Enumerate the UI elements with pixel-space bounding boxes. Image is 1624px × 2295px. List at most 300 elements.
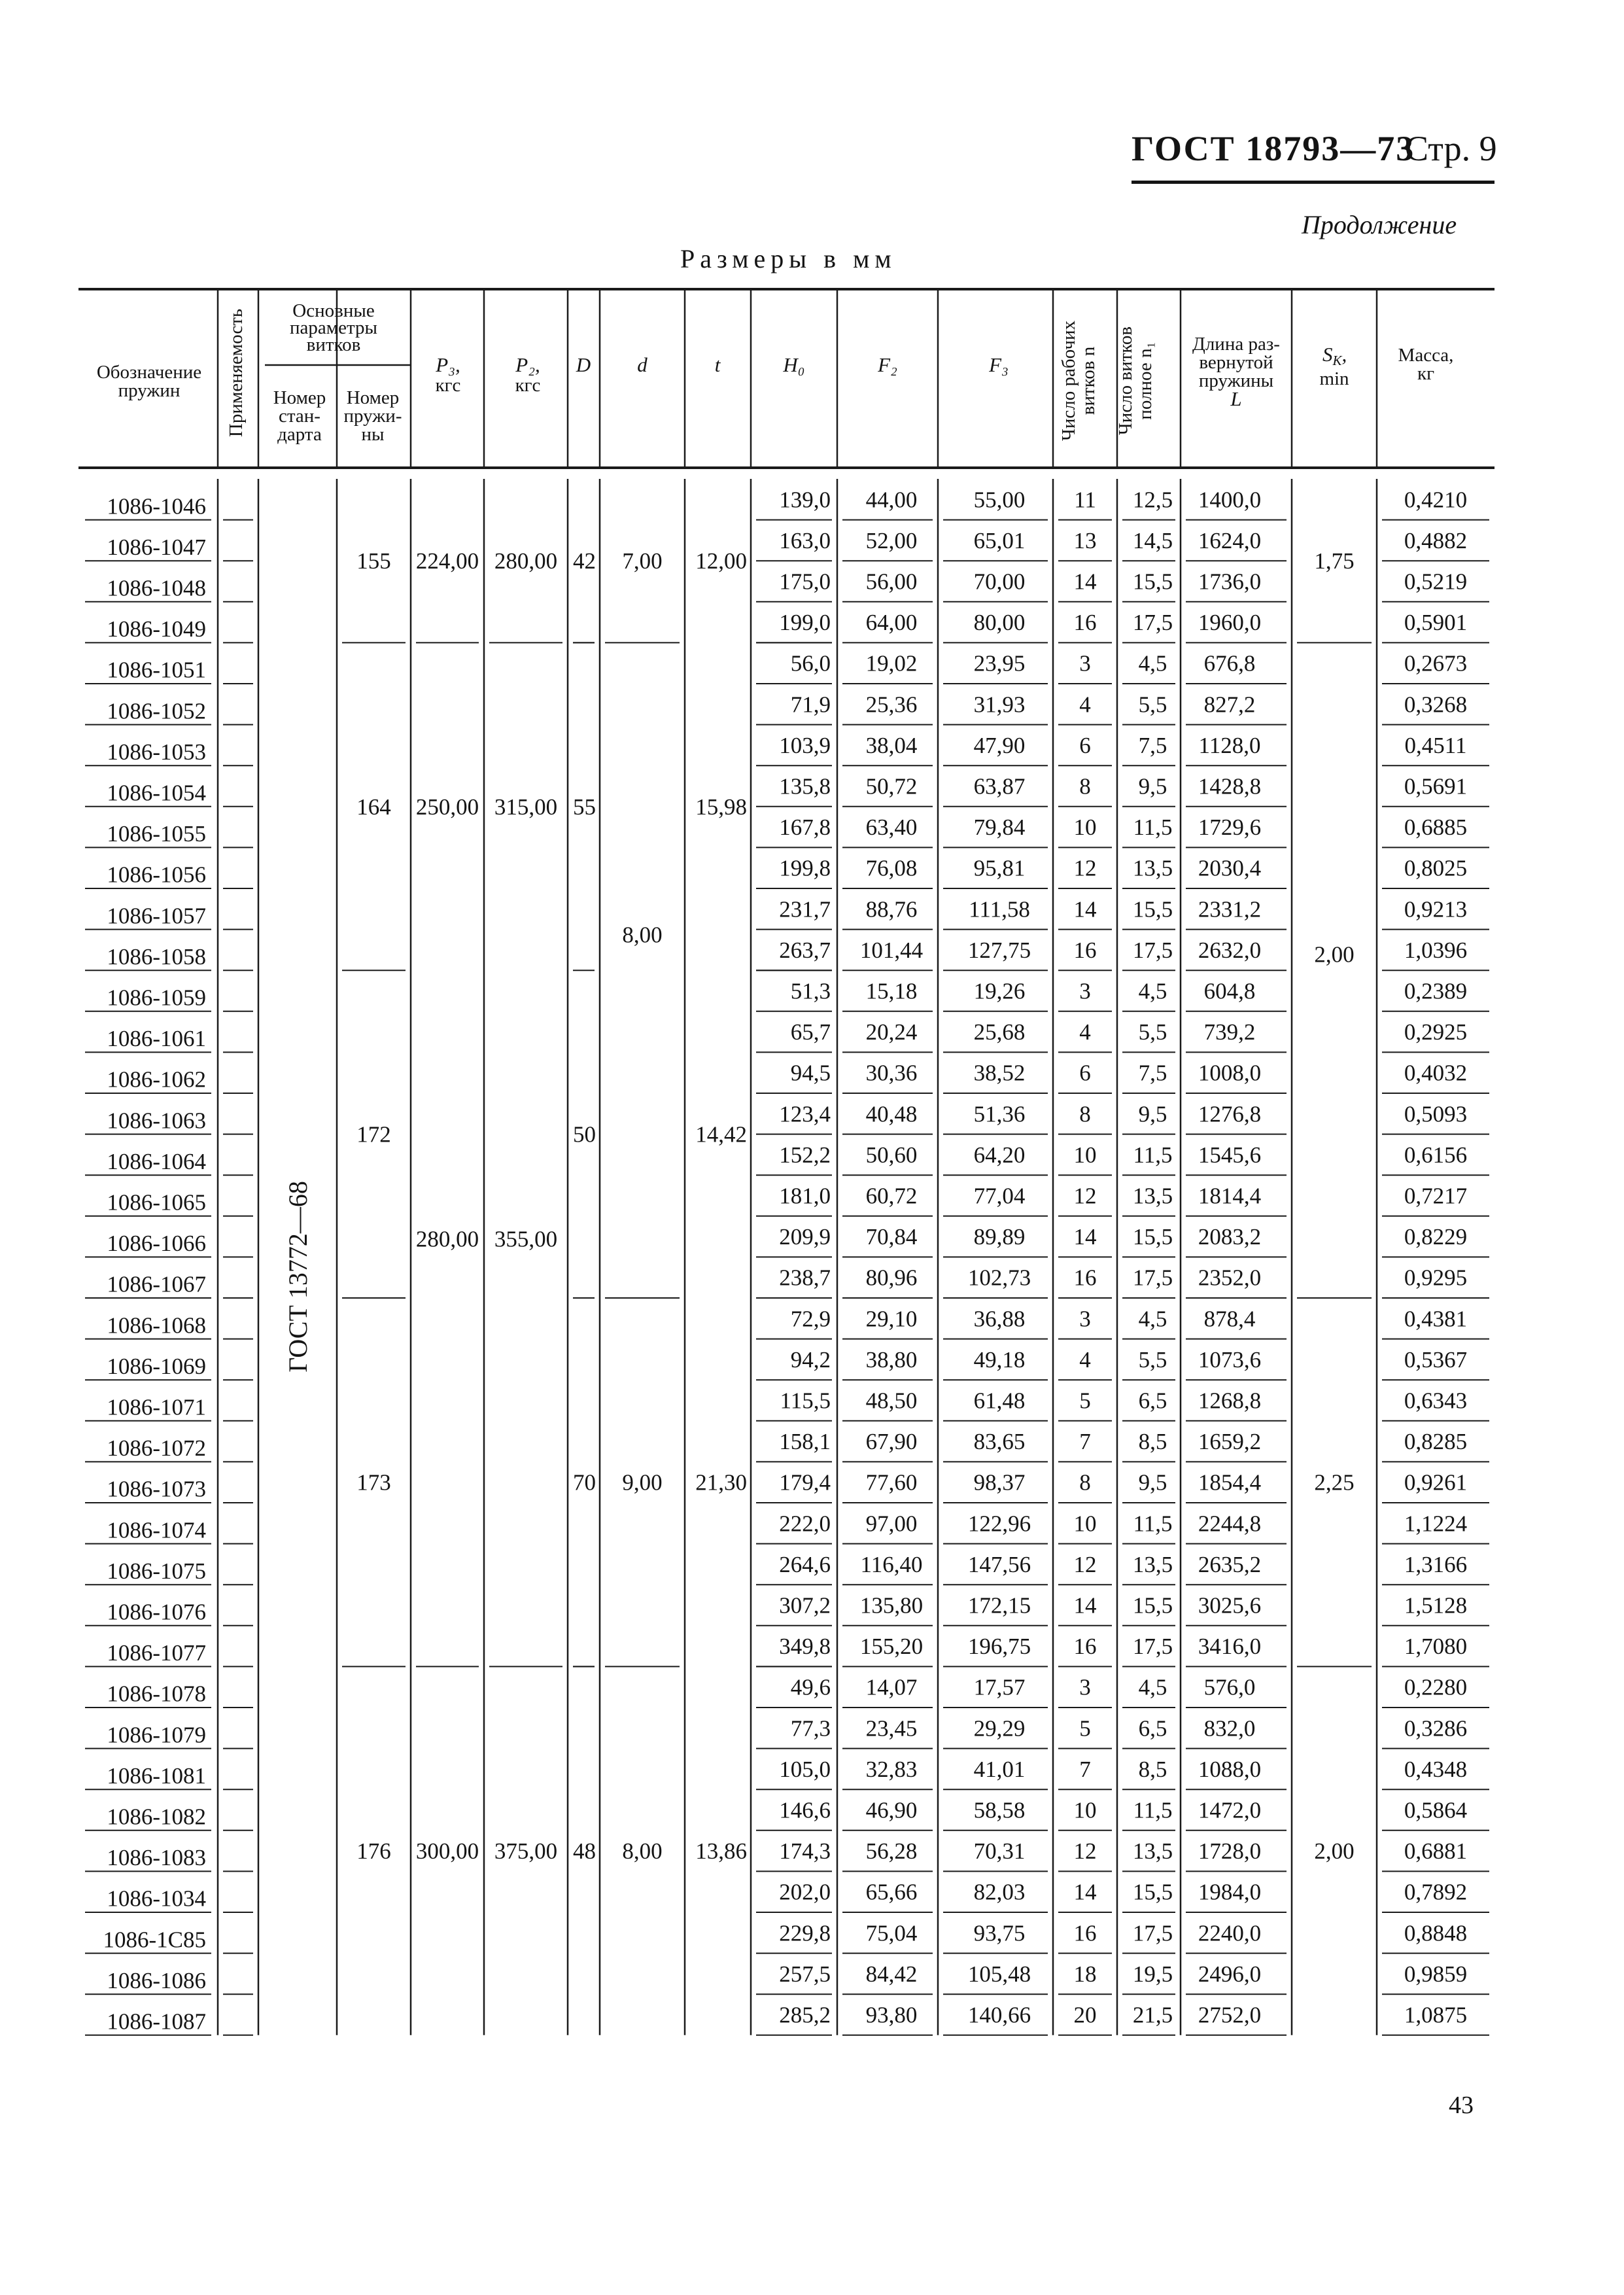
cell-f3: 95,81	[973, 855, 1026, 881]
col-spring-number-line3: ны	[361, 424, 385, 445]
table-row	[107, 1757, 1467, 1789]
cell-f3: 147,56	[967, 1551, 1031, 1577]
cell-h0: 257,5	[779, 1961, 831, 1987]
table-row	[107, 1511, 1467, 1543]
cell-n: 4	[1079, 1346, 1091, 1373]
col-L-line4: L	[1230, 387, 1242, 410]
table-header	[97, 300, 1454, 445]
cell-length: 2635,2	[1198, 1551, 1262, 1577]
cell-h0: 209,9	[779, 1224, 831, 1250]
cell-f2: 56,00	[865, 569, 918, 595]
cell-designation: 1086-1065	[107, 1189, 206, 1216]
cell-mass: 0,4882	[1404, 527, 1468, 553]
cell-d: 7,00	[622, 548, 663, 574]
cell-f2: 38,80	[865, 1346, 918, 1373]
cell-p2: 375,00	[494, 1838, 558, 1865]
cell-h0: 199,8	[779, 855, 831, 881]
cell-designation: 1086-1034	[107, 1885, 206, 1912]
cell-mass: 0,8025	[1404, 855, 1468, 881]
cell-mass: 0,7217	[1404, 1183, 1468, 1209]
cell-f3: 122,96	[967, 1511, 1031, 1537]
cell-f2: 50,60	[865, 1142, 918, 1168]
cell-h0: 264,6	[779, 1551, 831, 1577]
table-row	[107, 1470, 1467, 1502]
cell-t: 21,30	[695, 1469, 747, 1496]
cell-f3: 89,89	[973, 1224, 1026, 1250]
cell-h0: 175,0	[779, 569, 831, 595]
table-row	[107, 774, 1467, 806]
cell-n: 10	[1073, 1142, 1097, 1168]
table-row	[107, 1838, 1467, 1870]
cell-n: 16	[1073, 1265, 1097, 1291]
table-row	[107, 569, 1467, 601]
cell-f3: 47,90	[973, 732, 1026, 758]
cell-n: 14	[1073, 1592, 1097, 1619]
cell-designation: 1086-1074	[107, 1517, 206, 1543]
cell-n1: 5,5	[1138, 692, 1167, 718]
cell-mass: 0,5864	[1404, 1797, 1468, 1823]
cell-f2: 67,90	[865, 1429, 918, 1455]
cell-n: 7	[1079, 1756, 1091, 1782]
cell-n: 6	[1079, 732, 1091, 758]
col-L-line2: вернутой	[1199, 352, 1273, 373]
cell-p3: 280,00	[415, 1226, 479, 1252]
cell-n1: 15,5	[1132, 896, 1173, 922]
cell-n1: 13,5	[1132, 1838, 1173, 1865]
col-mass-line1: Масса,	[1398, 345, 1454, 366]
cell-f3: 17,57	[973, 1674, 1026, 1700]
cell-mass: 0,5691	[1404, 773, 1468, 799]
cell-h0: 167,8	[779, 815, 831, 841]
cell-mass: 0,5219	[1404, 569, 1468, 595]
cell-f3: 31,93	[973, 692, 1026, 718]
cell-n1: 4,5	[1138, 978, 1167, 1004]
cell-length: 1276,8	[1198, 1101, 1262, 1127]
cell-f2: 60,72	[865, 1183, 918, 1209]
cell-n: 14	[1073, 896, 1097, 922]
cell-n: 16	[1073, 610, 1097, 636]
cell-n: 5	[1079, 1388, 1091, 1414]
col-designation-line2: пружин	[118, 380, 181, 401]
cell-length: 1736,0	[1198, 569, 1262, 595]
cell-sk: 1,75	[1314, 548, 1355, 574]
cell-f2: 29,10	[865, 1306, 918, 1332]
cell-designation: 1086-1049	[107, 616, 206, 642]
cell-f2: 75,04	[865, 1920, 918, 1946]
table-row	[107, 1101, 1467, 1133]
cell-h0: 103,9	[779, 732, 831, 758]
cell-p2: 315,00	[494, 794, 558, 820]
col-applicability: Применяемость	[226, 308, 247, 438]
cell-f3: 79,84	[973, 815, 1026, 841]
cell-designation: 1086-1086	[107, 1967, 206, 1993]
page-number: 43	[1449, 2092, 1474, 2119]
cell-n1: 17,5	[1132, 937, 1173, 963]
cell-h0: 77,3	[790, 1715, 831, 1742]
cell-designation: 1086-1051	[107, 657, 206, 683]
cell-n: 12	[1073, 855, 1097, 881]
cell-f3: 29,29	[973, 1715, 1026, 1742]
cell-mass: 0,3268	[1404, 692, 1468, 718]
col-p2-line1: Р₂,	[515, 353, 540, 376]
cell-n1: 7,5	[1138, 1060, 1167, 1086]
cell-length: 1472,0	[1198, 1797, 1262, 1823]
cell-f2: 38,04	[865, 732, 918, 758]
cell-spring-number: 173	[356, 1469, 391, 1496]
table-row	[107, 1675, 1467, 1707]
cell-h0: 123,4	[779, 1101, 831, 1127]
cell-n: 3	[1079, 1674, 1091, 1700]
cell-length: 1960,0	[1198, 610, 1262, 636]
cell-mass: 0,5367	[1404, 1346, 1468, 1373]
cell-h0: 146,6	[779, 1797, 831, 1823]
col-n1-line2: полное n₁	[1135, 342, 1156, 420]
page-label: Стр. 9	[1405, 129, 1497, 168]
cell-f2: 52,00	[865, 527, 918, 553]
cell-f2: 63,40	[865, 815, 918, 841]
cell-designation: 1086-1061	[107, 1026, 206, 1052]
cell-n1: 17,5	[1132, 1265, 1173, 1291]
cell-f2: 48,50	[865, 1388, 918, 1414]
cell-t: 15,98	[695, 794, 747, 820]
cell-p2: 355,00	[494, 1226, 558, 1252]
cell-f2: 19,02	[865, 650, 918, 676]
cell-n: 13	[1073, 527, 1097, 553]
col-mass-line2: кг	[1417, 363, 1434, 384]
cell-sk: 2,25	[1314, 1469, 1355, 1496]
cell-n: 10	[1073, 815, 1097, 841]
cell-D: 70	[573, 1469, 596, 1496]
cell-n: 16	[1073, 1634, 1097, 1660]
cell-h0: 163,0	[779, 527, 831, 553]
cell-length: 878,4	[1203, 1306, 1256, 1332]
cell-h0: 174,3	[779, 1838, 831, 1865]
cell-designation: 1086-1055	[107, 821, 206, 847]
cell-length: 2083,2	[1198, 1224, 1262, 1250]
cell-length: 604,8	[1203, 978, 1256, 1004]
cell-length: 2240,0	[1198, 1920, 1262, 1946]
cell-f2: 32,83	[865, 1756, 918, 1782]
spring-group	[356, 794, 747, 820]
cell-length: 2632,0	[1198, 937, 1262, 963]
cell-n: 8	[1079, 1469, 1091, 1496]
cell-length: 1854,4	[1198, 1469, 1262, 1496]
cell-f2: 40,48	[865, 1101, 918, 1127]
cell-f3: 38,52	[973, 1060, 1026, 1086]
cell-f2: 56,28	[865, 1838, 918, 1865]
col-F2: F₂	[878, 353, 897, 376]
cell-n: 10	[1073, 1511, 1097, 1537]
cell-f2: 80,96	[865, 1265, 918, 1291]
cell-n1: 15,5	[1132, 1879, 1173, 1905]
cell-designation: 1086-1066	[107, 1231, 206, 1257]
cell-f3: 49,18	[973, 1346, 1026, 1373]
table-row	[107, 651, 1467, 683]
cell-mass: 0,4511	[1404, 732, 1467, 758]
continuation-label: Продолжение	[1302, 210, 1457, 239]
cell-n: 8	[1079, 1101, 1091, 1127]
cell-length: 739,2	[1203, 1019, 1256, 1045]
col-basic-line2: параметры	[290, 317, 377, 338]
col-designation-line1: Обозначение	[96, 362, 202, 383]
cell-length: 1984,0	[1198, 1879, 1262, 1905]
cell-spring-number: 164	[356, 794, 391, 820]
cell-length: 1728,0	[1198, 1838, 1262, 1865]
cell-d: 8,00	[622, 1838, 663, 1865]
col-std-number-line1: Номер	[273, 387, 326, 408]
cell-mass: 0,6881	[1404, 1838, 1468, 1865]
cell-length: 1088,0	[1198, 1756, 1262, 1782]
cell-f3: 23,95	[973, 650, 1026, 676]
cell-n1: 15,5	[1132, 569, 1173, 595]
col-std-number-line3: дарта	[277, 424, 322, 445]
cell-designation: 1086-1067	[107, 1271, 206, 1297]
cell-mass: 0,2673	[1404, 650, 1468, 676]
cell-n1: 4,5	[1138, 650, 1167, 676]
cell-f3: 19,26	[973, 978, 1026, 1004]
col-basic-line3: витков	[306, 334, 361, 355]
cell-f3: 140,66	[967, 2002, 1031, 2028]
cell-n1: 15,5	[1132, 1592, 1173, 1619]
cell-f2: 116,40	[860, 1551, 923, 1577]
cell-h0: 349,8	[779, 1634, 831, 1660]
cell-f3: 98,37	[973, 1469, 1026, 1496]
table-row	[107, 856, 1467, 888]
cell-mass: 0,3286	[1404, 1715, 1468, 1742]
cell-length: 3416,0	[1198, 1634, 1262, 1660]
cell-n1: 8,5	[1138, 1756, 1167, 1782]
cell-h0: 51,3	[790, 978, 831, 1004]
cell-length: 1729,6	[1198, 815, 1262, 841]
cell-h0: 105,0	[779, 1756, 831, 1782]
cell-n1: 9,5	[1138, 1101, 1167, 1127]
cell-f2: 15,18	[865, 978, 918, 1004]
cell-spring-number: 176	[356, 1838, 391, 1865]
col-t: t	[714, 353, 721, 376]
cell-f2: 97,00	[865, 1511, 918, 1537]
cell-h0: 56,0	[790, 650, 831, 676]
cell-spring-number: 172	[356, 1121, 391, 1148]
cell-n: 12	[1073, 1183, 1097, 1209]
cell-n: 3	[1079, 1306, 1091, 1332]
cell-h0: 229,8	[779, 1920, 831, 1946]
cell-designation: 1086-1048	[107, 575, 206, 601]
cell-h0: 72,9	[790, 1306, 831, 1332]
table-row	[107, 1060, 1467, 1093]
cell-f3: 41,01	[973, 1756, 1026, 1782]
cell-n: 18	[1073, 1961, 1097, 1987]
cell-mass: 1,0875	[1404, 2002, 1468, 2028]
cell-length: 1008,0	[1198, 1060, 1262, 1086]
cell-t: 13,86	[695, 1838, 747, 1865]
cell-f2: 23,45	[865, 1715, 918, 1742]
cell-n: 11	[1074, 487, 1096, 513]
cell-mass: 0,6885	[1404, 815, 1468, 841]
cell-length: 2752,0	[1198, 2002, 1262, 2028]
cell-mass: 0,7892	[1404, 1879, 1468, 1905]
cell-length: 576,0	[1203, 1674, 1256, 1700]
col-p2-line2: кгс	[515, 375, 541, 396]
cell-mass: 1,5128	[1404, 1592, 1468, 1619]
cell-f3: 80,00	[973, 610, 1026, 636]
cell-f2: 44,00	[865, 487, 918, 513]
table-row	[107, 692, 1467, 724]
cell-n: 10	[1073, 1797, 1097, 1823]
cell-length: 676,8	[1203, 650, 1256, 676]
table-row	[107, 1388, 1467, 1420]
cell-mass: 0,4381	[1404, 1306, 1468, 1332]
cell-designation: 1086-1064	[107, 1148, 206, 1174]
col-p3-line1: Р₃,	[436, 353, 460, 376]
cell-f2: 25,36	[865, 692, 918, 718]
cell-f3: 64,20	[973, 1142, 1026, 1168]
col-H0: H₀	[783, 353, 805, 376]
cell-length: 827,2	[1203, 692, 1256, 718]
cell-designation: 1086-1047	[107, 534, 206, 560]
cell-spring-number: 155	[356, 548, 391, 574]
cell-n: 12	[1073, 1551, 1097, 1577]
cell-n1: 13,5	[1132, 855, 1173, 881]
cell-mass: 1,3166	[1404, 1551, 1468, 1577]
table-row	[107, 733, 1466, 765]
cell-f2: 101,44	[859, 937, 924, 963]
cell-f2: 65,66	[865, 1879, 918, 1905]
table-row	[107, 1715, 1467, 1747]
cell-mass: 0,9261	[1404, 1469, 1468, 1496]
cell-h0: 94,2	[790, 1346, 831, 1373]
cell-f2: 135,80	[859, 1592, 924, 1619]
table-row	[107, 1552, 1467, 1584]
cell-f2: 70,84	[865, 1224, 918, 1250]
col-basic-line1: Основные	[292, 300, 375, 321]
cell-p2: 280,00	[494, 548, 558, 574]
cell-h0: 181,0	[779, 1183, 831, 1209]
table-row	[107, 1961, 1467, 1993]
cell-f3: 105,48	[967, 1961, 1031, 1987]
cell-h0: 94,5	[790, 1060, 831, 1086]
col-F3: F₃	[989, 353, 1009, 376]
cell-f3: 63,87	[973, 773, 1026, 799]
cell-n: 14	[1073, 569, 1097, 595]
cell-designation: 1086-1053	[107, 739, 206, 765]
cell-n1: 17,5	[1132, 1920, 1173, 1946]
cell-f2: 46,90	[865, 1797, 918, 1823]
cell-f3: 127,75	[967, 937, 1031, 963]
cell-f3: 25,68	[973, 1019, 1026, 1045]
cell-mass: 1,7080	[1404, 1634, 1468, 1660]
cell-mass: 0,2280	[1404, 1674, 1468, 1700]
cell-n: 4	[1079, 692, 1091, 718]
cell-n1: 8,5	[1138, 1429, 1167, 1455]
cell-length: 1545,6	[1198, 1142, 1262, 1168]
cell-f3: 65,01	[973, 527, 1026, 553]
cell-designation: 1086-1082	[107, 1804, 206, 1830]
cell-h0: 222,0	[779, 1511, 831, 1537]
cell-n1: 11,5	[1133, 1511, 1173, 1537]
cell-mass: 0,8848	[1404, 1920, 1468, 1946]
cell-mass: 0,4032	[1404, 1060, 1468, 1086]
cell-p3: 300,00	[415, 1838, 479, 1865]
standard-number: ГОСТ 18793—73	[1132, 129, 1415, 168]
cell-mass: 0,8285	[1404, 1429, 1468, 1455]
cell-designation: 1086-1078	[107, 1681, 206, 1707]
table-row	[107, 1880, 1467, 1912]
cell-h0: 135,8	[779, 773, 831, 799]
cell-length: 1073,6	[1198, 1346, 1262, 1373]
cell-f2: 77,60	[865, 1469, 918, 1496]
table-row	[107, 2003, 1467, 2035]
cell-mass: 0,4348	[1404, 1756, 1468, 1782]
cell-n1: 17,5	[1132, 1634, 1173, 1660]
cell-n1: 11,5	[1133, 1797, 1173, 1823]
cell-length: 2496,0	[1198, 1961, 1262, 1987]
cell-designation: 1086-1058	[107, 943, 206, 970]
cell-n1: 6,5	[1138, 1388, 1167, 1414]
cell-mass: 1,1224	[1404, 1511, 1468, 1537]
cell-n1: 4,5	[1138, 1674, 1167, 1700]
cell-length: 832,0	[1203, 1715, 1256, 1742]
cell-n: 3	[1079, 650, 1091, 676]
applicability-standard: ГОСТ 13772—68	[283, 1181, 313, 1373]
cell-n: 8	[1079, 773, 1091, 799]
cell-D: 48	[573, 1838, 596, 1865]
cell-n1: 9,5	[1138, 773, 1167, 799]
cell-f2: 30,36	[865, 1060, 918, 1086]
cell-designation: 1086-1076	[107, 1599, 206, 1625]
col-spring-number-line1: Номер	[346, 387, 400, 408]
cell-f2: 20,24	[865, 1019, 918, 1045]
cell-n: 20	[1073, 2002, 1097, 2028]
cell-mass: 0,2925	[1404, 1019, 1468, 1045]
cell-mass: 0,4210	[1404, 487, 1468, 513]
cell-mass: 0,9295	[1404, 1265, 1468, 1291]
cell-n1: 5,5	[1138, 1019, 1167, 1045]
table-row	[107, 487, 1467, 519]
col-sk-symbol: SK,	[1322, 343, 1347, 368]
table-row	[107, 1798, 1467, 1830]
cell-f3: 111,58	[969, 896, 1030, 922]
cell-n: 4	[1079, 1019, 1091, 1045]
cell-f2: 14,07	[865, 1674, 918, 1700]
table-row	[107, 896, 1467, 928]
merged-d-8: 8,00	[622, 922, 663, 948]
cell-n: 12	[1073, 1838, 1097, 1865]
cell-length: 1814,4	[1198, 1183, 1262, 1209]
cell-n: 6	[1079, 1060, 1091, 1086]
cell-h0: 152,2	[779, 1142, 831, 1168]
cell-designation: 1086-1056	[107, 862, 206, 888]
cell-designation: 1086-1079	[107, 1722, 206, 1748]
cell-f2: 76,08	[865, 855, 918, 881]
cell-h0: 231,7	[779, 896, 831, 922]
cell-h0: 307,2	[779, 1592, 831, 1619]
cell-f3: 61,48	[973, 1388, 1026, 1414]
cell-n: 16	[1073, 1920, 1097, 1946]
cell-D: 50	[573, 1121, 596, 1148]
table-row	[107, 1593, 1467, 1625]
cell-n: 5	[1079, 1715, 1091, 1742]
cell-p3: 250,00	[415, 794, 479, 820]
cell-t: 12,00	[695, 548, 747, 574]
cell-designation: 1086-1068	[107, 1312, 206, 1339]
cell-length: 1428,8	[1198, 773, 1262, 799]
cell-f2: 155,20	[859, 1634, 924, 1660]
cell-mass: 0,9859	[1404, 1961, 1468, 1987]
cell-designation: 1086-1072	[107, 1435, 206, 1462]
cell-f3: 83,65	[973, 1429, 1026, 1455]
cell-designation: 1086-1063	[107, 1108, 206, 1134]
cell-length: 2030,4	[1198, 855, 1262, 881]
